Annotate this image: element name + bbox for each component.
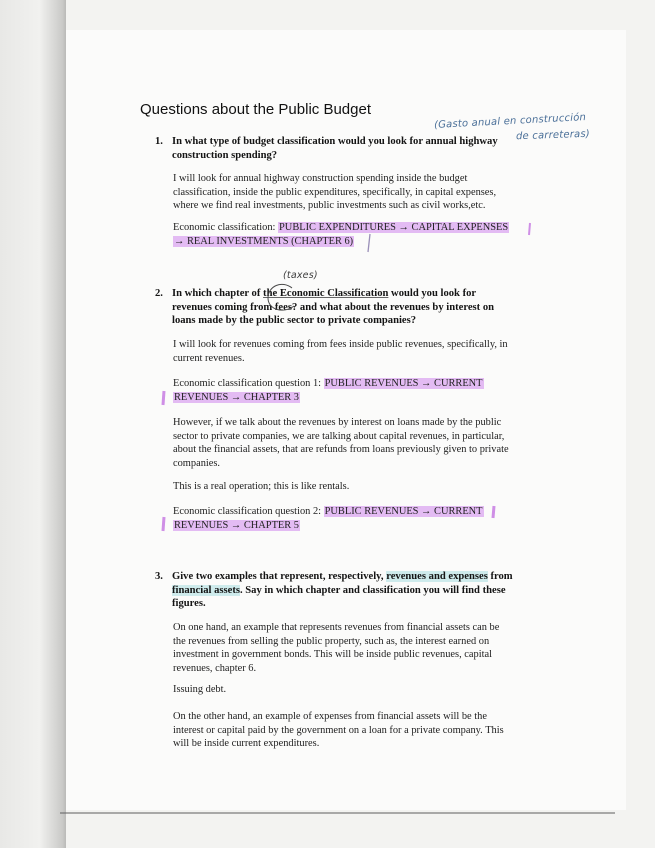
classification-label: Economic classification question 2: xyxy=(173,506,324,517)
scan-left-edge xyxy=(0,0,66,848)
page-title: Questions about the Public Budget xyxy=(140,101,371,118)
question-number: 2. xyxy=(155,288,163,299)
highlighted-text: REVENUES → CHAPTER 3 xyxy=(174,391,299,403)
classification-answer xyxy=(173,221,533,248)
classification-label: Economic classification question 1: xyxy=(173,378,324,389)
answer-paragraph: I will look for annual highway construction spending inside the budget classification, inside the public expenditures, specifically, in capital expenses, where we find real investments, public investments such as civil works,etc. xyxy=(173,173,497,212)
highlighted-text: PUBLIC REVENUES → CURRENT xyxy=(324,506,483,517)
handwritten-taxes-note: (taxes) xyxy=(283,270,318,281)
highlighter-mark xyxy=(156,390,172,406)
answer-paragraph: However, if we talk about the revenues by interest on loans made by the public sector to private companies, we are talking about capital revenues, in particular, about the financial assets, that are refunds from loans previously given to private companies. xyxy=(173,417,509,469)
question-text: construction spending? xyxy=(172,149,278,161)
answer-paragraph: This is a real operation; this is like rentals. xyxy=(173,481,350,492)
highlighted-term: revenues and expenses xyxy=(386,571,488,582)
highlighted-text: PUBLIC REVENUES → CURRENT xyxy=(324,378,483,389)
question-number: 3. xyxy=(155,571,163,582)
highlighted-text: REVENUES → CHAPTER 5 xyxy=(174,519,299,531)
classification-answer xyxy=(173,505,533,532)
circled-term: the Economic Classification xyxy=(263,288,389,299)
highlighted-text: PUBLIC EXPENDITURES → CAPITAL EXPENSES xyxy=(279,222,509,233)
classification-label: Economic classification: xyxy=(173,222,279,233)
pen-mark xyxy=(362,232,378,254)
highlighter-mark xyxy=(488,505,500,519)
scan-bottom-edge xyxy=(60,812,615,814)
highlighter-mark xyxy=(156,516,172,532)
answer-paragraph: On the other hand, an example of expenses from financial assets will be the interest or capital paid by the government on a loan for a private company. This will be inside current expenditures. xyxy=(173,711,504,750)
question-number: 1. xyxy=(155,136,163,147)
answer-paragraph: Issuing debt. xyxy=(173,684,227,695)
answer-paragraph: On one hand, an example that represents revenues from financial assets can be the revenues from selling the public property, such as, the interest earned on investment in government bonds. This will be inside public revenues, capital revenues, chapter 6. xyxy=(173,622,500,674)
question-text: In what type of budget classification would you look for annual highway xyxy=(172,136,498,147)
circled-term: fees xyxy=(274,301,292,313)
highlighted-term: financial assets xyxy=(172,584,240,596)
classification-answer xyxy=(173,377,533,404)
handwritten-note-line2: de carreteras) xyxy=(515,128,591,143)
handwritten-note-line1: (Gasto anual en construcción xyxy=(433,112,587,131)
answer-paragraph: I will look for revenues coming from fees inside public revenues, specifically, in current revenues. xyxy=(173,339,508,364)
pen-circle xyxy=(262,278,302,318)
highlighted-text: → REAL INVESTMENTS (CHAPTER 6) xyxy=(174,235,354,247)
pen-mark xyxy=(524,222,536,236)
